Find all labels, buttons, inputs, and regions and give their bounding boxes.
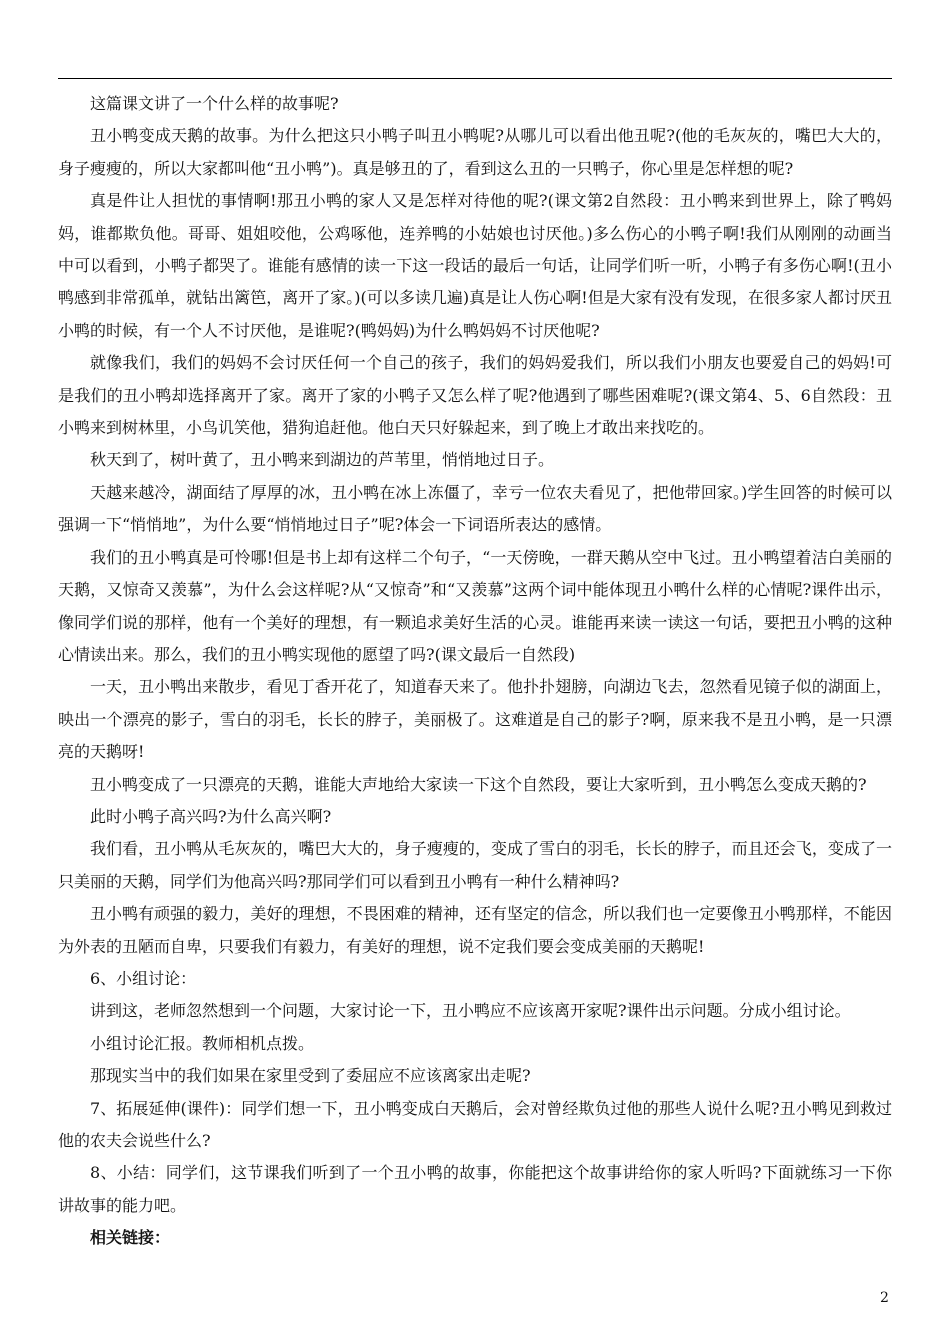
paragraph-1: 这篇课文讲了一个什么样的故事呢? — [90, 94, 339, 113]
paragraph-14: 讲到这，老师忽然想到一个问题，大家讨论一下，丑小鸭应不应该离开家呢?课件出示问题。分成小组讨论。 — [90, 1001, 851, 1021]
paragraph-4: 就像我们，我们的妈妈不会讨厌任何一个自己的孩子，我们的妈妈爱我们，所以我们小朋友也要爱自己的妈妈!可是我们的丑小鸭却选择离开了家。离开了家的小鸭子又怎么样了呢?他遇到了哪些困难呢?(课文第4、5、6自然段：丑小鸭来到树林里，小鸟讥笑他，猎狗追赶他。他白天只好躲起来，到了晚上才敢出来找吃的。 — [58, 353, 892, 438]
paragraph-7: 我们的丑小鸭真是可怜哪!但是书上却有这样二个句子，“一天傍晚，一群天鹅从空中飞过。丑小鸭望着洁白美丽的天鹅，又惊奇又羡慕”，为什么会这样呢?从“又惊奇”和“又羡慕”这两个词中能体现丑小鸭什么样的心情呢?课件出示，像同学们说的那样，他有一个美好的理想，有一颗追求美好生活的心灵。谁能再来读一读这一句话，要把丑小鸭的这种心情读出来。那么，我们的丑小鸭实现他的愿望了吗?(课文最后一自然段) — [58, 547, 892, 664]
paragraph-3: 真是件让人担忧的事情啊!那丑小鸭的家人又是怎样对待他的呢?(课文第2自然段：丑小鸭来到世界上，除了鸭妈妈，谁都欺负他。哥哥、姐姐咬他，公鸡啄他，连养鸭的小姑娘也讨厌他。)多么伤心的小鸭子啊!我们从刚刚的动画当中可以看到，小鸭子都哭了。谁能有感情的读一下这一段话的最后一句话，让同学们听一听，小鸭子有多伤心啊!(丑小鸭感到非常孤单，就钻出篱笆，离开了家。)(可以多读几遍)真是让人伤心啊!但是大家有没有发现，在很多家人都讨厌丑小鸭的时候，有一个人不讨厌他，是谁呢?(鸭妈妈)为什么鸭妈妈不讨厌他呢? — [58, 191, 892, 340]
section-extension: 7、拓展延伸(课件)：同学们想一下，丑小鸭变成白天鹅后，会对曾经欺负过他的那些人说什么呢?丑小鸭见到救过他的农夫会说些什么? — [58, 1098, 892, 1150]
paragraph-5: 秋天到了，树叶黄了，丑小鸭来到湖边的芦苇里，悄悄地过日子。 — [90, 450, 555, 470]
paragraph-8: 一天，丑小鸭出来散步，看见丁香开花了，知道春天来了。他扑扑翅膀，向湖边飞去，忽然看见镜子似的湖面上，映出一个漂亮的影子，雪白的羽毛，长长的脖子，美丽极了。这难道是自己的影子?啊，原来我不是丑小鸭，是一只漂亮的天鹅呀! — [58, 677, 892, 762]
paragraph-15: 小组讨论汇报。教师相机点拨。 — [90, 1033, 315, 1053]
paragraph-9: 丑小鸭变成了一只漂亮的天鹅，谁能大声地给大家读一下这个自然段，要让大家听到，丑小鸭怎么变成天鹅的? — [90, 774, 867, 794]
paragraph-11: 我们看，丑小鸭从毛灰灰的，嘴巴大大的，身子瘦瘦的，变成了雪白的羽毛，长长的脖子，而且还会飞，变成了一只美丽的天鹅，同学们为他高兴吗?那同学们可以看到丑小鸭有一种什么精神吗? — [58, 839, 892, 891]
document-body — [58, 88, 892, 1255]
page-number: 2 — [880, 1290, 889, 1306]
paragraph-6: 天越来越冷，湖面结了厚厚的冰，丑小鸭在冰上冻僵了，幸亏一位农夫看见了，把他带回家。)学生回答的时候可以强调一下“悄悄地”，为什么要“悄悄地过日子”呢?体会一下词语所表达的感情。 — [58, 482, 892, 535]
paragraph-16: 那现实当中的我们如果在家里受到了委屈应不应该离家出走呢? — [90, 1066, 531, 1086]
paragraph-2: 丑小鸭变成天鹅的故事。为什么把这只小鸭子叫丑小鸭呢?从哪儿可以看出他丑呢?(他的毛灰灰的，嘴巴大大的，身子瘦瘦的，所以大家都叫他“丑小鸭”)。真是够丑的了，看到这么丑的一只鸭子，你心里是怎样想的呢? — [58, 126, 892, 178]
section-summary: 8、小结：同学们，这节课我们听到了一个丑小鸭的故事，你能把这个故事讲给你的家人听吗?下面就练习一下你讲故事的能力吧。 — [58, 1163, 892, 1215]
section-heading-discussion: 6、小组讨论： — [90, 968, 197, 988]
paragraph-12: 丑小鸭有顽强的毅力，美好的理想，不畏困难的精神，还有坚定的信念，所以我们也一定要像丑小鸭那样，不能因为外表的丑陋而自卑，只要我们有毅力，有美好的理想，说不定我们要会变成美丽的天鹅呢! — [58, 904, 892, 956]
paragraph-10: 此时小鸭子高兴吗?为什么高兴啊? — [90, 806, 332, 826]
related-links-heading: 相关链接： — [90, 1228, 171, 1248]
header-rule — [58, 78, 892, 79]
